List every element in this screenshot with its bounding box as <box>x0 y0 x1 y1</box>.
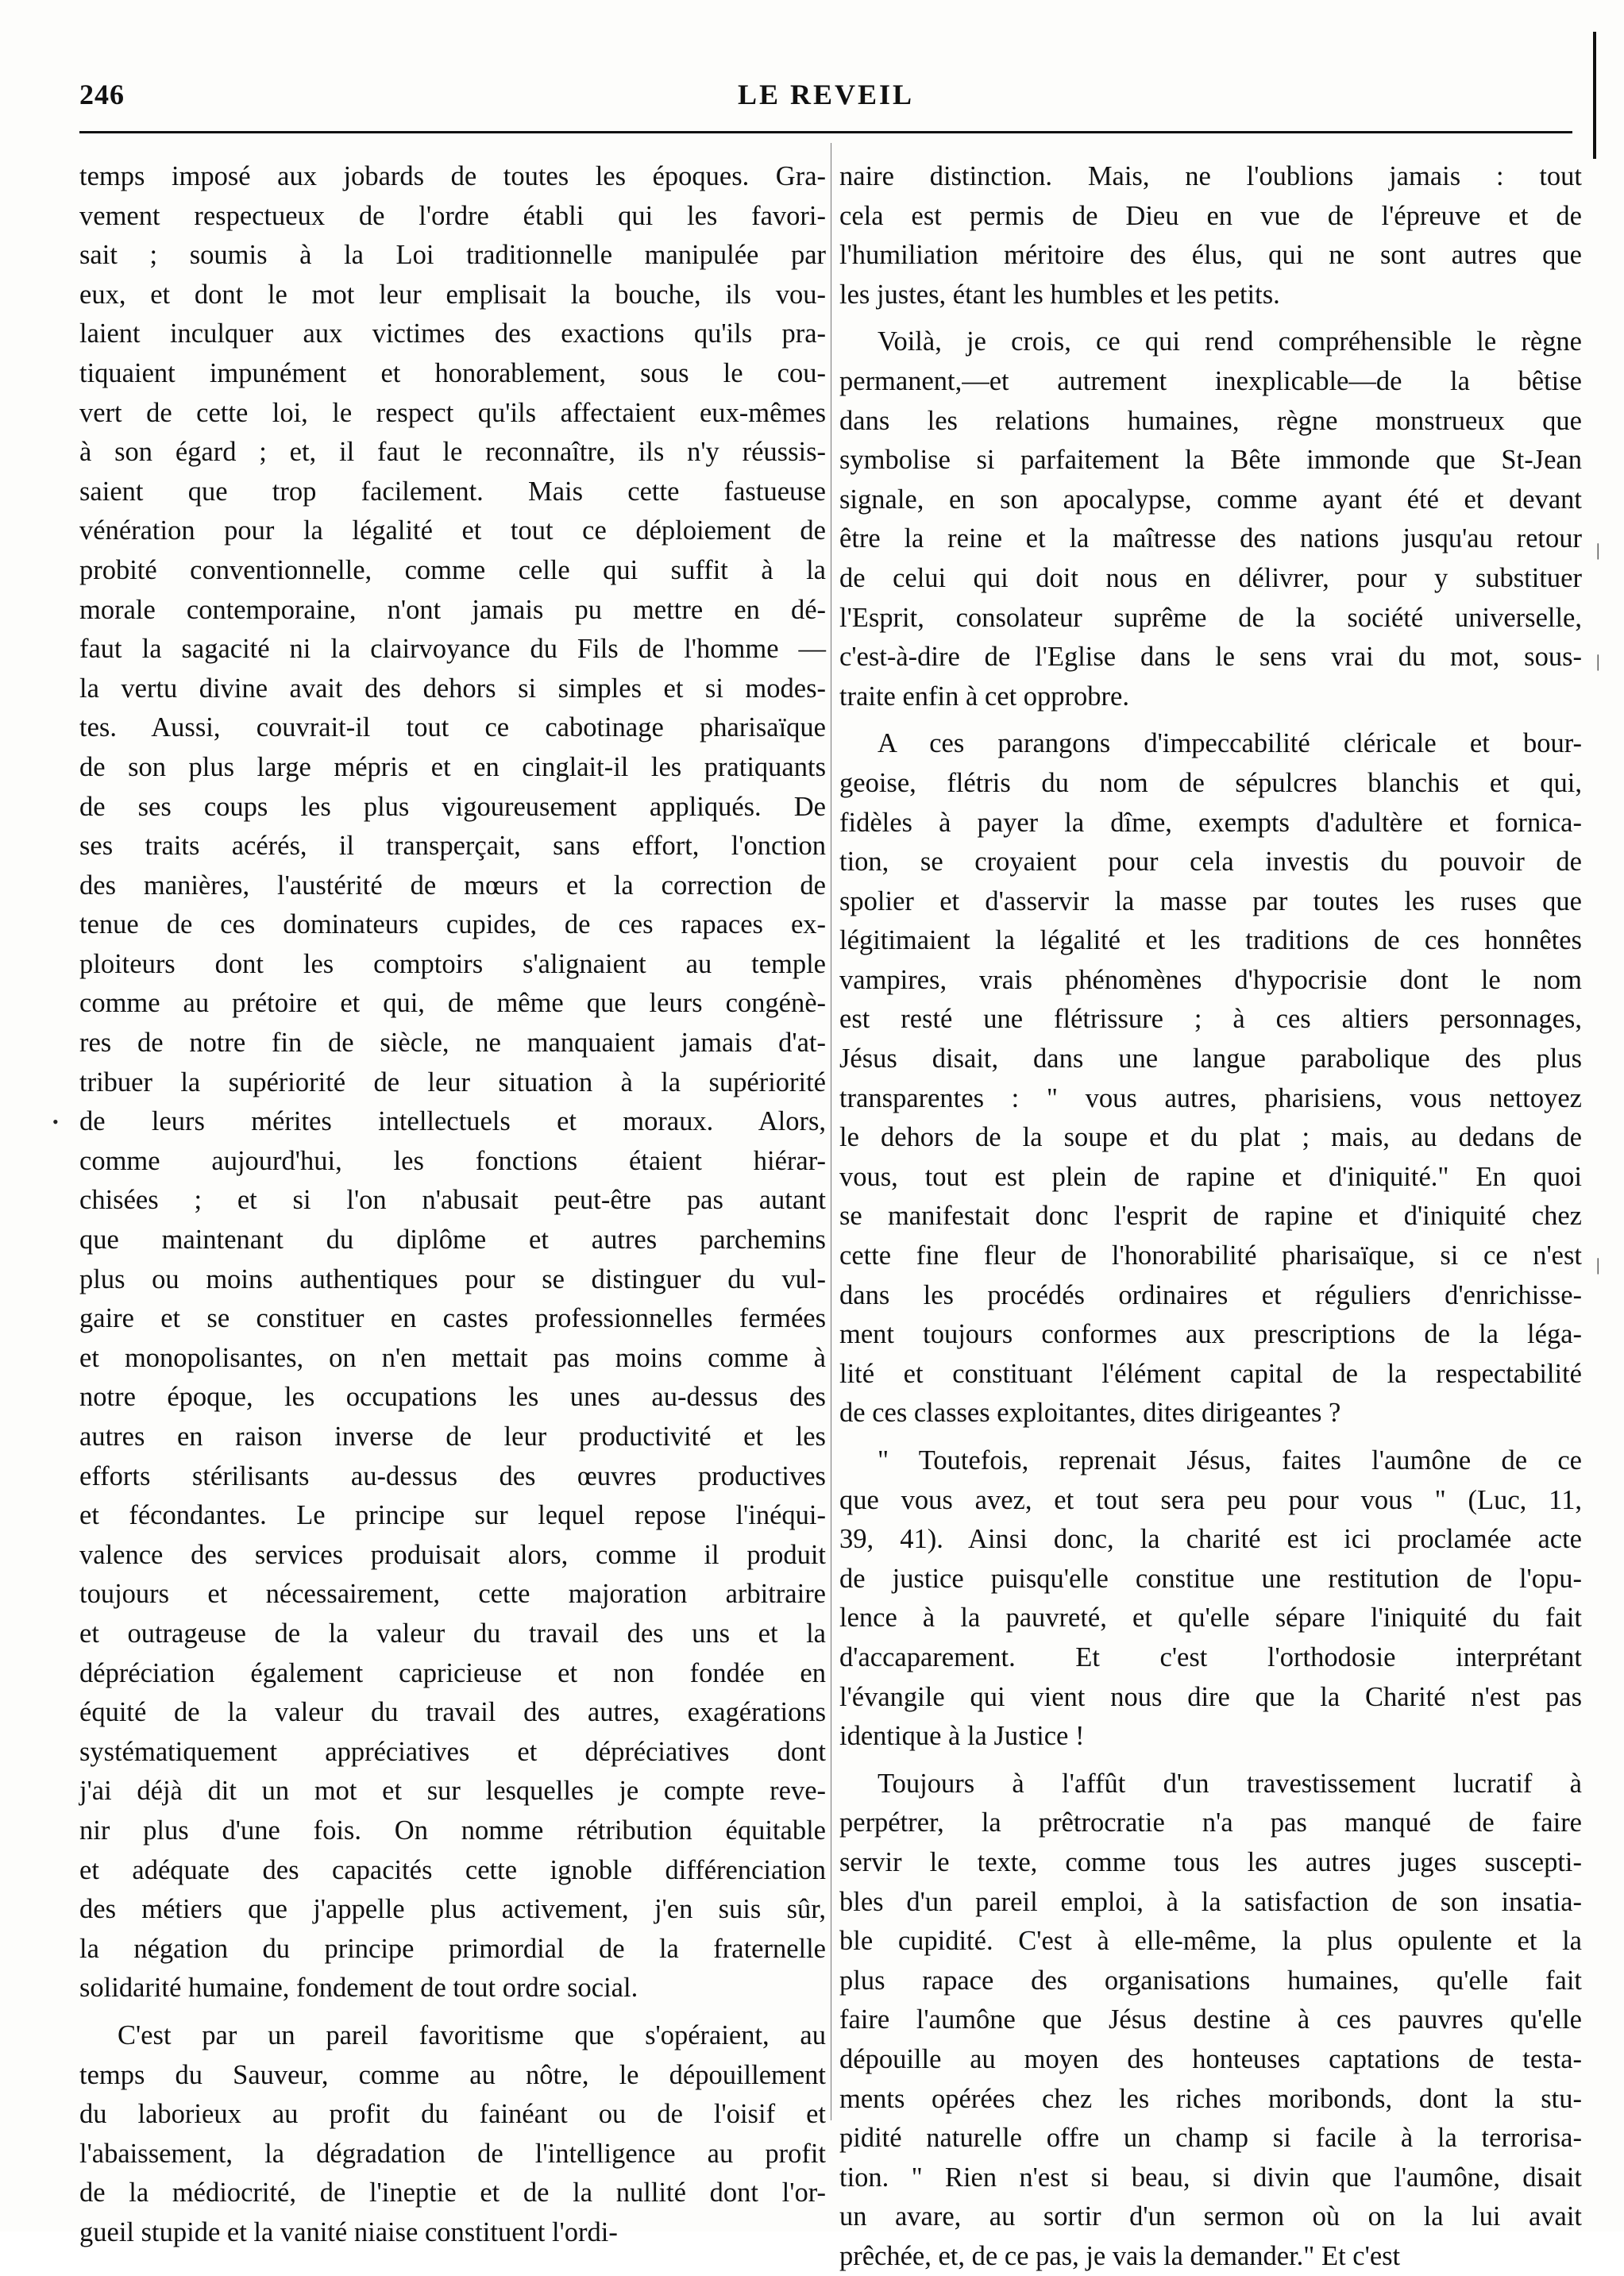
text-line: faut la sagacité ni la clairvoyance du Fils de l'homme — <box>79 634 826 665</box>
text-line: temps du Sauveur, comme au nôtre, le dépouillement <box>79 2059 826 2090</box>
text-line: C'est par un pareil favoritisme que s'opéraient, au <box>118 2019 826 2050</box>
text-line: tribuer la supériorité de leur situation à la supériorité <box>79 1067 826 1097</box>
paragraph-gap <box>839 314 1582 322</box>
text-line: perpétrer, la prêtrocratie n'a pas manqué de faire <box>839 1807 1582 1838</box>
text-line: vement respectueux de l'ordre établi qui les favori- <box>79 200 826 231</box>
text-line: et adéquate des capacités cette ignoble différenciation <box>79 1854 826 1885</box>
text-line: l'Esprit, consolateur suprême de la société universelle, <box>839 602 1582 633</box>
running-title: LE REVEIL <box>737 79 915 110</box>
text-line: que vous avez, et tout sera peu pour vous " (Luc, 11, <box>839 1484 1582 1515</box>
text-line: ploiteurs dont les comptoirs s'alignaient au temple <box>79 948 826 979</box>
text-line: efforts stérilisants au-dessus des œuvres productives <box>79 1460 826 1491</box>
text-line: plus ou moins authentiques pour se distinguer du vul- <box>79 1263 826 1294</box>
text-line: légitimaient la légalité et les traditions de ces honnêtes <box>839 925 1582 956</box>
text-line: du laborieux au profit du fainéant ou de l'oisif et <box>79 2099 826 2130</box>
text-line: vampires, vrais phénomènes d'hypocrisie dont le nom <box>839 964 1582 995</box>
margin-rule <box>1593 32 1596 159</box>
text-line: tes. Aussi, couvrait-il tout ce cabotinage pharisaïque <box>79 712 826 743</box>
text-line: l'évangile qui vient nous dire que la Charité n'est pas <box>839 1681 1582 1712</box>
text-line: de leurs mérites intellectuels et moraux. Alors, <box>79 1106 826 1137</box>
text-line: identique à la Justice ! <box>839 1721 1085 1752</box>
paragraph-gap <box>839 1757 1582 1765</box>
text-line: Toujours à l'affût d'un travestissement lucratif à <box>878 1768 1582 1799</box>
text-line: notre époque, les occupations les unes au-dessus des <box>79 1382 826 1413</box>
text-line: dans les procédés ordinaires et réguliers d'enrichisse- <box>839 1279 1582 1310</box>
text-line: de celui qui doit nous en délivrer, pour y substituer <box>839 562 1582 593</box>
text-line: valence des services produisait alors, comme il produit <box>79 1539 826 1570</box>
text-line: de ses coups les plus vigoureusement appliqués. De <box>79 791 826 822</box>
text-line: Jésus disait, dans une langue parabolique des plus <box>839 1043 1582 1074</box>
page-header <box>79 78 1572 125</box>
text-line: permanent,—et autrement inexplicable—de la bêtise <box>839 365 1582 396</box>
text-line: vert de cette loi, le respect qu'ils affectaient eux-mêmes <box>79 397 826 428</box>
text-line: c'est-à-dire de l'Eglise dans le sens vrai du mot, sous- <box>839 642 1582 673</box>
text-line: dépréciation également capricieuse et non fondée en <box>79 1657 826 1688</box>
text-line: tion. " Rien n'est si beau, si divin que l'aumône, disait <box>839 2162 1582 2193</box>
text-line: systématiquement appréciatives et dépréciatives dont <box>79 1736 826 1767</box>
text-line: des métiers que j'appelle plus activement, j'en suis sûr, <box>79 1894 826 1925</box>
text-line: res de notre fin de siècle, ne manquaient jamais d'at- <box>79 1028 826 1059</box>
text-line: de justice puisqu'elle constitue une restitution de l'opu- <box>839 1563 1582 1594</box>
text-line: vénération pour la légalité et tout ce déploiement de <box>79 515 826 546</box>
right-column <box>839 157 1582 2276</box>
text-line: pidité naturelle offre un champ si facile à la terrorisa- <box>839 2123 1582 2154</box>
text-line: de son plus large mépris et en cinglait-il les pratiquants <box>79 751 826 782</box>
text-line: et fécondantes. Le principe sur lequel repose l'inéqui- <box>79 1500 826 1531</box>
text-line: de ces classes exploitantes, dites dirigeantes ? <box>839 1398 1341 1429</box>
text-line: " Toutefois, reprenait Jésus, faites l'aumône de ce <box>878 1445 1582 1476</box>
page-number: 246 <box>79 79 125 110</box>
paragraph-gap <box>839 716 1582 724</box>
left-column <box>79 157 826 2252</box>
margin-mark: | <box>1596 540 1600 560</box>
text-line: d'accaparement. Et c'est l'orthodosie interprétant <box>839 1641 1582 1672</box>
text-line: servir le texte, comme tous les autres juges suscepti- <box>839 1846 1582 1877</box>
text-line: dépouille au moyen des honteuses captations de testa- <box>839 2043 1582 2074</box>
text-line: la négation du principe primordial de la fraternelle <box>79 1933 826 1964</box>
text-line: plus rapace des organisations humaines, qu'elle fait <box>839 1965 1582 1996</box>
text-line: vous, tout est plein de rapine et d'iniquité." En quoi <box>839 1161 1582 1192</box>
text-line: morale contemporaine, n'ont jamais pu mettre en dé- <box>79 594 826 625</box>
text-line: fidèles à payer la dîme, exempts d'adultère et fornica- <box>839 807 1582 838</box>
text-line: faire l'aumône que Jésus destine à ces pauvres qu'elle <box>839 2004 1582 2035</box>
text-line: la vertu divine avait des dehors si simples et si modes- <box>79 673 826 704</box>
text-line: est resté une flétrissure ; à ces altiers personnages, <box>839 1004 1582 1035</box>
paragraph-gap <box>79 2008 826 2016</box>
text-line: saient que trop facilement. Mais cette fastueuse <box>79 476 826 507</box>
text-line: ses traits acérés, il transperçait, sans effort, l'onction <box>79 831 826 862</box>
text-line: traite enfin à cet opprobre. <box>839 681 1129 712</box>
text-line: solidarité humaine, fondement de tout ordre social. <box>79 1973 638 2004</box>
text-line: ments opérées chez les riches moribonds, dont la stu- <box>839 2083 1582 2114</box>
text-line: l'abaissement, la dégradation de l'intelligence au profit <box>79 2138 826 2169</box>
text-line: cela est permis de Dieu en vue de l'épreuve et de <box>839 200 1582 231</box>
text-line: sait ; soumis à la Loi traditionnelle manipulée par <box>79 240 826 271</box>
text-line: bles d'un pareil emploi, à la satisfaction de son insatia- <box>839 1886 1582 1917</box>
text-line: nir plus d'une fois. On nomme rétribution équitable <box>79 1815 826 1846</box>
text-line: geoise, flétris du nom de sépulcres blanchis et qui, <box>839 767 1582 798</box>
text-line: comme aujourd'hui, les fonctions étaient hiérar- <box>79 1145 826 1176</box>
text-line: gueil stupide et la vanité niaise constituent l'ordi- <box>79 2216 618 2247</box>
text-line: se manifestait donc l'esprit de rapine et d'iniquité chez <box>839 1201 1582 1232</box>
text-line: comme au prétoire et qui, de même que leurs congénè- <box>79 988 826 1019</box>
text-line: un avare, au sortir d'un sermon où on la lui avait <box>839 2201 1582 2232</box>
text-line: lité et constituant l'élément capital de la respectabilité <box>839 1358 1582 1389</box>
margin-mark: • <box>52 1112 59 1132</box>
text-line: chisées ; et si l'on n'abusait peut-être pas autant <box>79 1185 826 1216</box>
text-line: l'humiliation méritoire des élus, qui ne sont autres que <box>839 240 1582 271</box>
text-line: Voilà, je crois, ce qui rend compréhensible le règne <box>878 326 1582 357</box>
text-line: dans les relations humaines, règne monstrueux que <box>839 405 1582 436</box>
text-line: des manières, l'austérité de mœurs et la correction de <box>79 870 826 901</box>
text-line: à son égard ; et, il faut le reconnaître, ils n'y réussis- <box>79 437 826 468</box>
text-line: le dehors de la soupe et du plat ; mais, au dedans de <box>839 1122 1582 1153</box>
text-line: A ces parangons d'impeccabilité cléricale et bour- <box>878 728 1582 759</box>
text-line: laient inculquer aux victimes des exactions qu'ils pra- <box>79 318 826 349</box>
text-line: probité conventionnelle, comme celle qui suffit à la <box>79 554 826 585</box>
margin-mark: | <box>1596 651 1600 671</box>
text-line: tiquaient impunément et honorablement, sous le cou- <box>79 357 826 388</box>
text-line: que maintenant du diplôme et autres parchemins <box>79 1225 826 1256</box>
text-line: être la reine et la maîtresse des nations jusqu'au retour <box>839 523 1582 554</box>
text-line: et monopolisantes, on n'en mettait pas moins comme à <box>79 1342 826 1373</box>
text-line: prêchée, et, de ce pas, je vais la demander." Et c'est <box>839 2240 1401 2271</box>
text-line: les justes, étant les humbles et les petits. <box>839 279 1280 310</box>
text-line: de la médiocrité, de l'ineptie et de la nullité dont l'or- <box>79 2178 826 2208</box>
text-line: tenue de ces dominateurs cupides, de ces rapaces ex- <box>79 909 826 940</box>
text-line: eux, et dont le mot leur emplisait la bouche, ils vou- <box>79 279 826 310</box>
text-line: j'ai déjà dit un mot et sur lesquelles je compte reve- <box>79 1776 826 1807</box>
text-line: et outrageuse de la valeur du travail des uns et la <box>79 1618 826 1649</box>
text-line: toujours et nécessairement, cette majoration arbitraire <box>79 1579 826 1610</box>
text-line: ble cupidité. C'est à elle-même, la plus opulente et la <box>839 1926 1582 1957</box>
text-line: 39, 41). Ainsi donc, la charité est ici proclamée acte <box>839 1524 1582 1555</box>
text-line: transparentes : " vous autres, pharisiens, vous nettoyez <box>839 1082 1582 1113</box>
paragraph-gap <box>839 1433 1582 1441</box>
margin-mark: | <box>1596 1255 1600 1275</box>
text-line: naire distinction. Mais, ne l'oublions jamais : tout <box>839 161 1582 191</box>
text-line: symbolise si parfaitement la Bête immonde que St-Jean <box>839 445 1582 476</box>
text-line: cette fine fleur de l'honorabilité pharisaïque, si ce n'est <box>839 1240 1582 1271</box>
text-line: signale, en son apocalypse, comme ayant été et devant <box>839 484 1582 515</box>
text-line: lence à la pauvreté, et qu'elle sépare l'iniquité du fait <box>839 1603 1582 1634</box>
text-line: ment toujours conformes aux prescriptions de la léga- <box>839 1319 1582 1350</box>
text-line: tion, se croyaient pour cela investis du pouvoir de <box>839 847 1582 878</box>
text-line: autres en raison inverse de leur productivité et les <box>79 1422 826 1452</box>
text-line: temps imposé aux jobards de toutes les époques. Gra- <box>79 161 826 191</box>
text-line: gaire et se constituer en castes professionnelles fermées <box>79 1303 826 1334</box>
text-line: spolier et d'asservir la masse par toutes les ruses que <box>839 885 1582 916</box>
text-line: équité de la valeur du travail des autres, exagérations <box>79 1697 826 1728</box>
header-rule <box>79 131 1572 133</box>
